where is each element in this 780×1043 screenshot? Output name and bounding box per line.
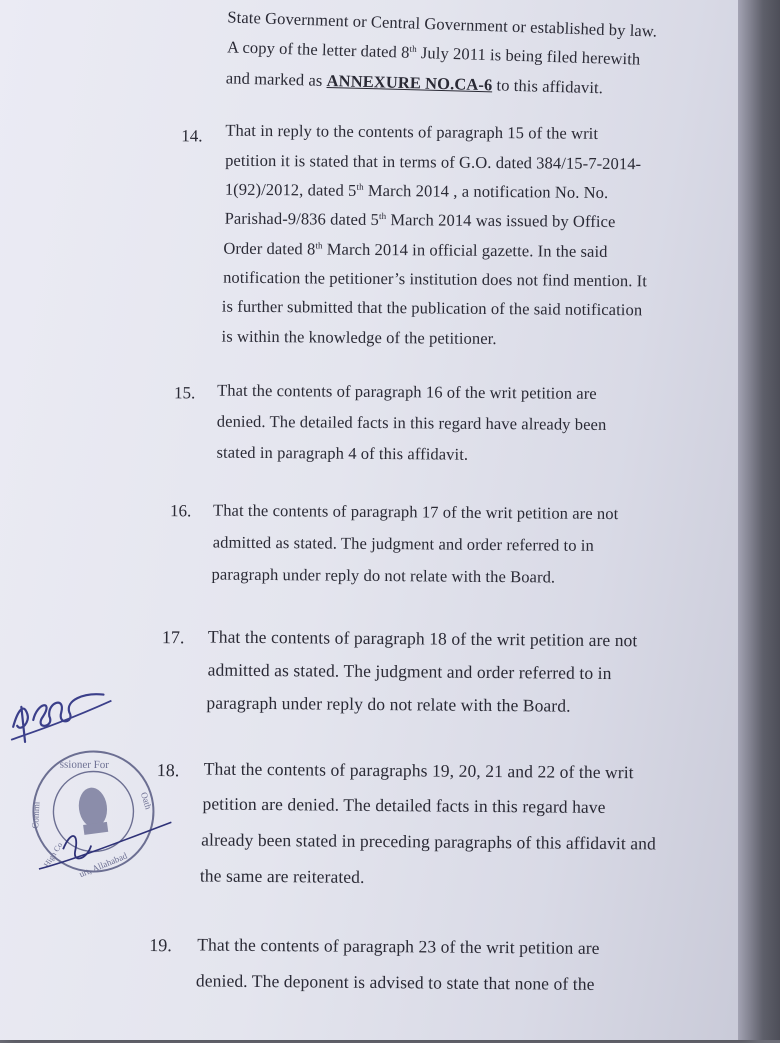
text-line: denied. The detailed facts in this regard have already been — [216, 411, 607, 434]
paragraph-number: 18. — [156, 760, 180, 781]
text-line: 1(92)/2012, dated 5th March 2014 , a notification No. No. — [224, 179, 609, 202]
text-line: notification the petitioner’s institution does not find mention. It — [223, 267, 648, 291]
text-line: and marked as ANNEXURE NO.CA-6 to this affidavit. — [225, 68, 604, 98]
text-line: That the contents of paragraph 17 of the writ petition are not — [212, 500, 619, 524]
text-line: That in reply to the contents of paragraph 15 of the writ — [225, 120, 599, 143]
text-line: Order dated 8th March 2014 in official gazette. In the said — [223, 238, 608, 261]
text-line: State Government or Central Government or established by law. — [227, 7, 658, 41]
text-line: admitted as stated. The judgment and order referred to in — [207, 659, 612, 684]
stamp-text: urt, Allahabad — [77, 850, 129, 880]
paragraph-number: 14. — [181, 126, 203, 146]
paragraph-number: 15. — [174, 383, 196, 403]
stamp-text: High Co — [42, 840, 65, 869]
stamp-text: Oath — [138, 790, 154, 811]
annexure-reference: ANNEXURE NO.CA-6 — [326, 70, 493, 95]
text-line: petition are denied. The detailed facts in this regard have — [202, 793, 606, 817]
text-line: paragraph under reply do not relate with the Board. — [206, 692, 571, 716]
text-line: the same are reiterated. — [199, 865, 365, 887]
paragraph-number: 17. — [161, 627, 185, 648]
text-line: petition it is stated that in terms of G.O. dated 384/15-7-2014- — [225, 150, 642, 174]
paragraph-number: 16. — [169, 501, 192, 521]
stamp-text: Commi — [30, 801, 42, 829]
text-line: That the contents of paragraph 16 of the writ petition are — [217, 380, 597, 403]
text-line: That the contents of paragraph 18 of the writ petition are not — [207, 626, 638, 651]
paragraph-number: 19. — [149, 935, 172, 956]
text-line: stated in paragraph 4 of this affidavit. — [216, 442, 469, 464]
signature-mark — [35, 809, 176, 880]
text-line: That the contents of paragraph 23 of the writ petition are — [197, 934, 600, 958]
signature-mark — [3, 682, 119, 753]
text-line: Parishad-9/836 dated 5th March 2014 was issued by Office — [224, 208, 616, 232]
text-line: is within the knowledge of the petitioner. — [221, 326, 497, 349]
text-line: admitted as stated. The judgment and order referred to in — [212, 532, 594, 555]
text-line: That the contents of paragraphs 19, 20, 21 and 22 of the writ — [203, 758, 634, 783]
text-line: already been stated in preceding paragraphs of this affidavit and — [201, 829, 656, 854]
background-surface — [738, 0, 780, 1040]
text-line: paragraph under reply do not relate with the Board. — [211, 564, 556, 587]
text-line: A copy of the letter dated 8th July 2011 is being filed herewith — [226, 37, 641, 69]
text-line: denied. The deponent is advised to state that none of the — [195, 970, 595, 994]
stamp-text: ssioner For — [59, 758, 109, 772]
text-line: is further submitted that the publication of the said notification — [221, 296, 643, 320]
